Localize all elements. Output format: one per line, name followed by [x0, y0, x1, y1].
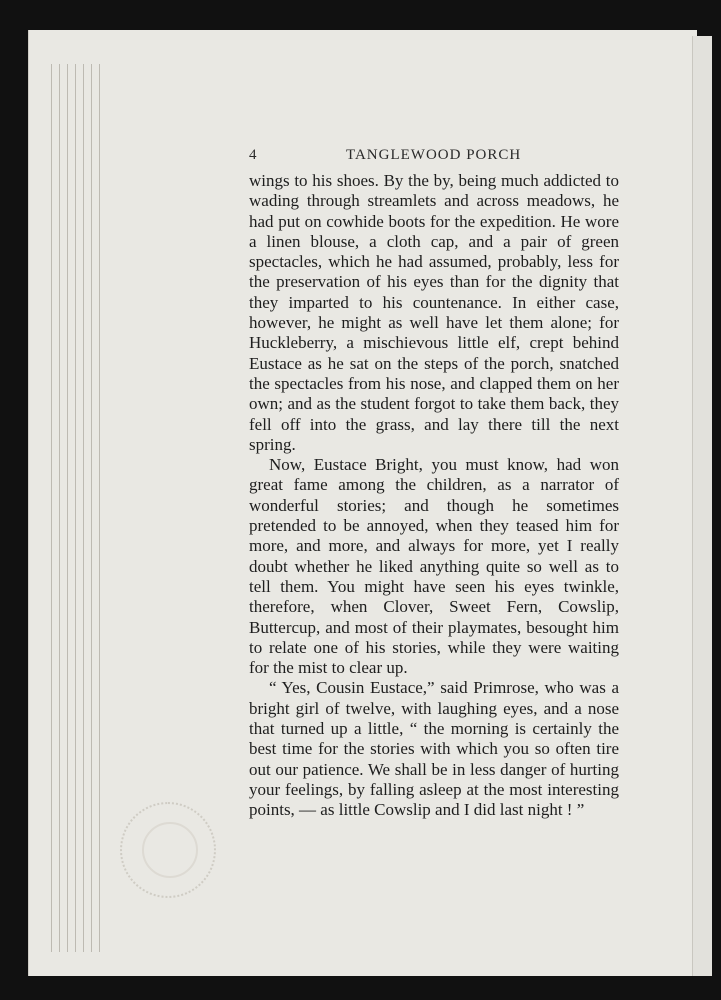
page-edge-line [91, 64, 92, 952]
page-edge-line [75, 64, 76, 952]
facing-page-edge [692, 36, 713, 976]
embossed-stamp [120, 802, 216, 898]
paragraph: “ Yes, Cousin Eustace,” said Primrose, who was a bright girl of twelve, with laughing eyes, and a nose that turned up a little, “ the morning is certainly the best time for the stories with which you so often tire out our patience. We shall be in less danger of hurting your feelings, by falling asleep at the most interesting points, — as little Cowslip and I did last night ! ” [249, 678, 619, 820]
background-strip [712, 36, 721, 976]
page-edge-line [59, 64, 60, 952]
running-header [249, 147, 619, 167]
running-title: TANGLEWOOD PORCH [346, 147, 522, 163]
page-edge-line [99, 64, 100, 952]
paragraph: Now, Eustace Bright, you must know, had won great fame among the children, as a narrator of wonderful stories; and though he sometimes pretended to be annoyed, when they teased him for more, and more, and always for more, yet I really doubt whether he liked anything quite so well as to tell them. You might have seen his eyes twinkle, therefore, when Clover, Sweet Fern, Cowslip, Buttercup, and most of their playmates, besought him to relate one of his stories, while they were waiting for the mist to clear up. [249, 455, 619, 678]
page-edge-line [51, 64, 52, 952]
body-text [249, 171, 619, 821]
page-number: 4 [249, 147, 258, 163]
embossed-stamp-center [142, 822, 198, 878]
page-edge-line [67, 64, 68, 952]
page-edge-line [83, 64, 84, 952]
paragraph: wings to his shoes. By the by, being much addicted to wading through streamlets and across meadows, he had put on cowhide boots for the expedition. He wore a linen blouse, a cloth cap, and a pair of green spectacles, which he had assumed, probably, less for the preservation of his eyes than for the dignity that they imparted to his countenance. In either case, however, he might as well have let them alone; for Huckleberry, a mischievous little elf, crept behind Eustace as he sat on the steps of the porch, snatched the spectacles from his nose, and clapped them on her own; and as the student forgot to take them back, they fell off into the grass, and lay there till the next spring. [249, 171, 619, 454]
